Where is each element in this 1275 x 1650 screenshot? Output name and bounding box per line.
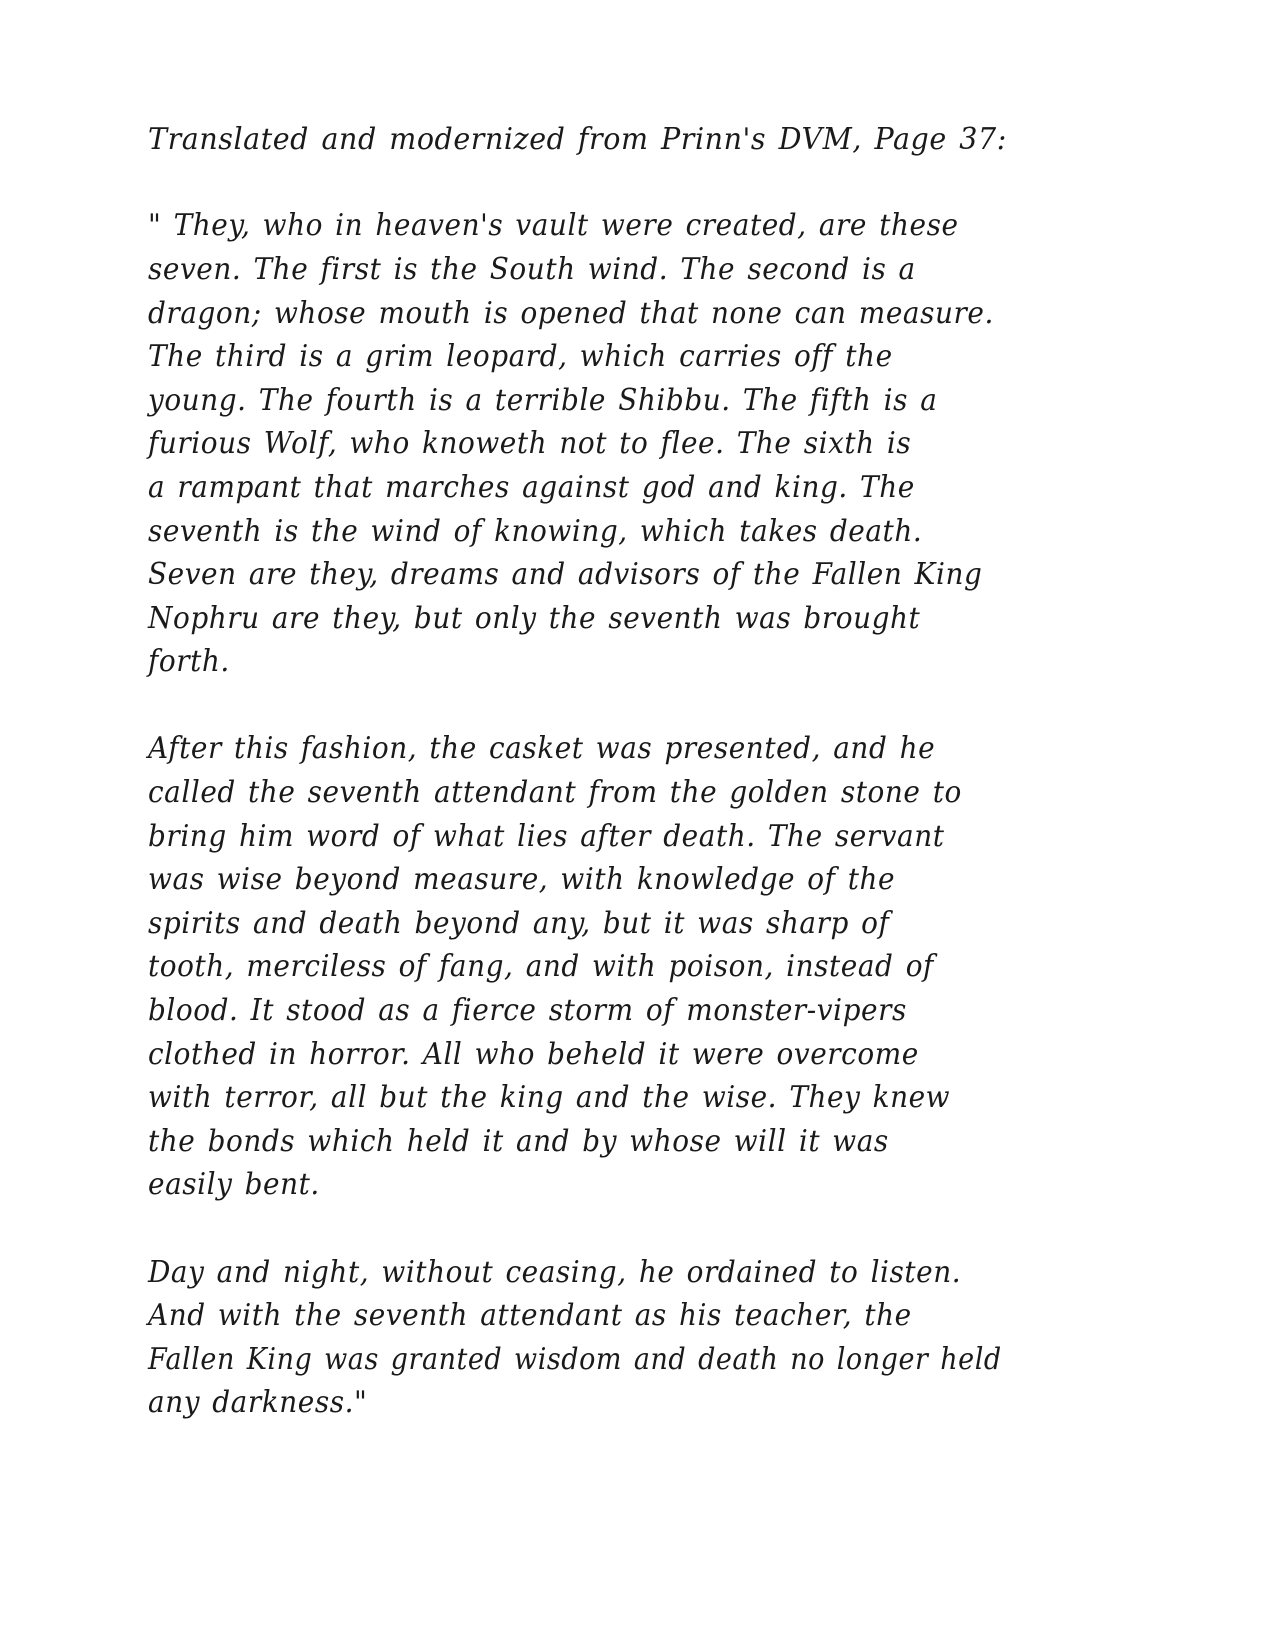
text-line: seven. The first is the South wind. The second is a: [148, 252, 916, 287]
text-line: Day and night, without ceasing, he ordained to listen.: [148, 1255, 962, 1290]
text-line: " They, who in heaven's vault were created, are these: [148, 208, 959, 243]
text-line: was wise beyond measure, with knowledge of the: [148, 862, 896, 897]
text-line: the bonds which held it and by whose will it was: [148, 1124, 889, 1159]
page-heading: Translated and modernized from Prinn's DVM, Page 37:: [148, 122, 1007, 157]
text-line: a rampant that marches against god and king. The: [148, 470, 915, 505]
text-line: After this fashion, the casket was presented, and he: [148, 731, 936, 766]
text-line: The third is a grim leopard, which carries off the: [148, 339, 893, 374]
text-line: blood. It stood as a fierce storm of monster-vipers: [148, 993, 907, 1028]
text-line: young. The fourth is a terrible Shibbu. The fifth is a: [148, 383, 938, 418]
text-line: called the seventh attendant from the golden stone to: [148, 775, 962, 810]
text-line: tooth, merciless of fang, and with poison, instead of: [148, 949, 934, 984]
text-line: easily bent.: [148, 1167, 320, 1202]
text-line: forth.: [148, 644, 230, 679]
text-line: seventh is the wind of knowing, which takes death.: [148, 514, 923, 549]
text-line: Fallen King was granted wisdom and death no longer held: [148, 1342, 1002, 1377]
text-line: clothed in horror. All who beheld it were overcome: [148, 1037, 919, 1072]
text-line: And with the seventh attendant as his teacher, the: [148, 1298, 912, 1333]
text-line: furious Wolf, who knoweth not to flee. The sixth is: [148, 426, 912, 461]
text-line: Seven are they, dreams and advisors of the Fallen King: [148, 557, 983, 592]
text-line: spirits and death beyond any, but it was sharp of: [148, 906, 890, 941]
text-line: Nophru are they, but only the seventh was brought: [148, 601, 921, 636]
text-line: with terror, all but the king and the wise. They knew: [148, 1080, 951, 1115]
text-line: dragon; whose mouth is opened that none can measure.: [148, 296, 994, 331]
text-line: bring him word of what lies after death. The servant: [148, 819, 945, 854]
text-line: any darkness.": [148, 1385, 368, 1420]
